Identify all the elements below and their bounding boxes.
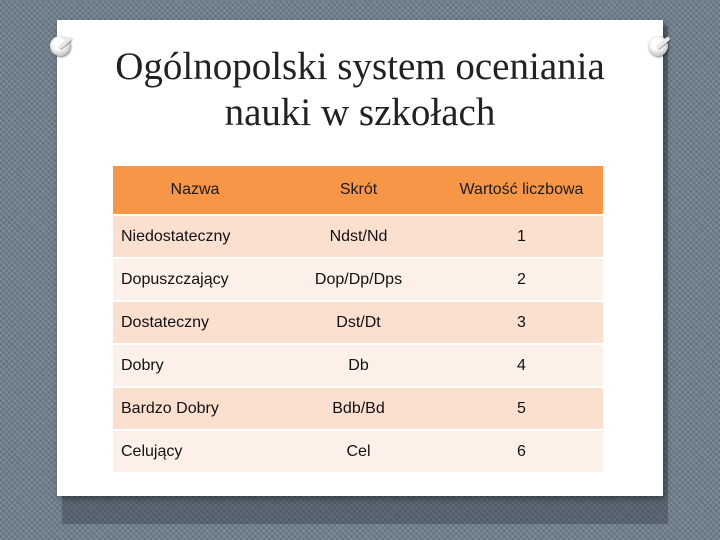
grade-value: 4: [440, 344, 603, 387]
grade-abbreviation: Dop/Dp/Dps: [277, 258, 440, 301]
grade-abbreviation: Cel: [277, 430, 440, 473]
grade-value: 2: [440, 258, 603, 301]
header-name: Nazwa: [113, 166, 277, 215]
grade-name: Celujący: [113, 430, 277, 473]
grade-name: Niedostateczny: [113, 215, 277, 258]
grade-name: Dopuszczający: [113, 258, 277, 301]
header-abbreviation: Skrót: [277, 166, 440, 215]
grade-value: 1: [440, 215, 603, 258]
pushpin-right-icon: [648, 36, 668, 56]
grade-abbreviation: Ndst/Nd: [277, 215, 440, 258]
grade-abbreviation: Db: [277, 344, 440, 387]
table-row: [113, 258, 603, 301]
grade-abbreviation: Bdb/Bd: [277, 387, 440, 430]
grade-value: 3: [440, 301, 603, 344]
table-header-row: [113, 166, 603, 215]
header-numeric-value: Wartość liczbowa: [440, 166, 603, 215]
table-row: [113, 215, 603, 258]
grade-name: Dostateczny: [113, 301, 277, 344]
pushpin-left-icon: [50, 36, 70, 56]
grade-name: Dobry: [113, 344, 277, 387]
grades-table: [113, 166, 603, 474]
table-row: [113, 387, 603, 430]
table-row: [113, 301, 603, 344]
grade-abbreviation: Dst/Dt: [277, 301, 440, 344]
grade-value: 6: [440, 430, 603, 473]
grade-name: Bardzo Dobry: [113, 387, 277, 430]
grade-value: 5: [440, 387, 603, 430]
slide-title: Ogólnopolski system oceniania nauki w szkołach: [115, 45, 605, 134]
table-row: [113, 344, 603, 387]
table-row: [113, 430, 603, 473]
